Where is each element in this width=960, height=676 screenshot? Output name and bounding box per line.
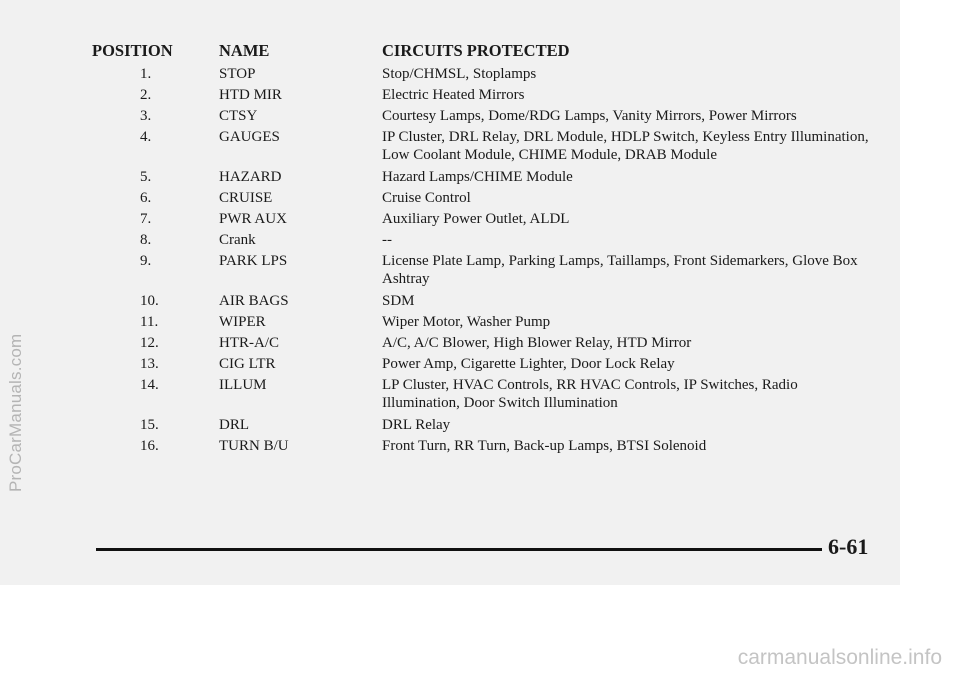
row-position: 4. — [140, 129, 152, 145]
row-circuits: -- — [382, 232, 392, 248]
row-position: 5. — [140, 169, 152, 185]
row-name: HAZARD — [219, 169, 282, 185]
row-circuits: Courtesy Lamps, Dome/RDG Lamps, Vanity Mirrors, Power Mirrors — [382, 108, 797, 124]
row-circuits: License Plate Lamp, Parking Lamps, Taillamps, Front Sidemarkers, Glove Box Ashtray — [382, 253, 858, 287]
table-row — [92, 86, 872, 104]
table-row — [92, 107, 872, 125]
row-position: 9. — [140, 253, 152, 269]
footer-rule — [96, 548, 822, 551]
table-row — [92, 65, 872, 83]
row-position: 1. — [140, 66, 152, 82]
row-circuits: Front Turn, RR Turn, Back-up Lamps, BTSI Solenoid — [382, 438, 707, 454]
table-row — [92, 210, 872, 228]
row-circuits: SDM — [382, 293, 415, 309]
row-name: STOP — [219, 66, 256, 82]
row-circuits: LP Cluster, HVAC Controls, RR HVAC Controls, IP Switches, Radio Illumination, Door Switch Illumination — [382, 377, 798, 411]
row-name: WIPER — [219, 314, 266, 330]
row-circuits: Power Amp, Cigarette Lighter, Door Lock Relay — [382, 356, 675, 372]
row-name: AIR BAGS — [219, 293, 289, 309]
table-row — [92, 416, 872, 434]
row-name: HTD MIR — [219, 87, 282, 103]
row-position: 15. — [140, 417, 159, 433]
row-name: CIG LTR — [219, 356, 276, 372]
row-name: TURN B/U — [219, 438, 289, 454]
header-name: NAME — [219, 41, 270, 60]
table-header — [92, 40, 872, 62]
table-row — [92, 292, 872, 310]
row-position: 3. — [140, 108, 152, 124]
table-row — [92, 334, 872, 352]
row-name: HTR-A/C — [219, 335, 279, 351]
row-name: DRL — [219, 417, 249, 433]
table-row — [92, 189, 872, 207]
table-row — [92, 437, 872, 455]
row-position: 7. — [140, 211, 152, 227]
row-position: 13. — [140, 356, 159, 372]
row-circuits: Cruise Control — [382, 190, 471, 206]
row-circuits: IP Cluster, DRL Relay, DRL Module, HDLP Switch, Keyless Entry Illumination, Low Coolant Module, CHIME Module, DRAB Module — [382, 129, 869, 163]
row-name: GAUGES — [219, 129, 280, 145]
row-position: 11. — [140, 314, 159, 330]
table-row — [92, 313, 872, 331]
row-name: Crank — [219, 232, 256, 248]
row-name: ILLUM — [219, 377, 267, 393]
row-circuits: Wiper Motor, Washer Pump — [382, 314, 551, 330]
table-row — [92, 231, 872, 249]
row-position: 12. — [140, 335, 159, 351]
row-circuits: Stop/CHMSL, Stoplamps — [382, 66, 537, 82]
row-circuits: Electric Heated Mirrors — [382, 87, 525, 103]
row-position: 10. — [140, 293, 159, 309]
header-circuits: CIRCUITS PROTECTED — [382, 41, 570, 60]
row-position: 6. — [140, 190, 152, 206]
row-name: PARK LPS — [219, 253, 288, 269]
row-position: 2. — [140, 87, 152, 103]
page-number: 6-61 — [828, 534, 869, 559]
table-body — [92, 65, 872, 455]
table-row — [92, 355, 872, 373]
row-position: 14. — [140, 377, 159, 393]
table-row — [92, 252, 872, 288]
bottom-watermark: carmanualsonline.info — [737, 646, 942, 669]
row-name: PWR AUX — [219, 211, 287, 227]
row-circuits: DRL Relay — [382, 417, 451, 433]
table-row — [92, 376, 872, 412]
row-circuits: A/C, A/C Blower, High Blower Relay, HTD Mirror — [382, 335, 692, 351]
table-row — [92, 168, 872, 186]
row-position: 16. — [140, 438, 159, 454]
row-circuits: Hazard Lamps/CHIME Module — [382, 169, 573, 185]
fuse-table — [92, 40, 872, 455]
row-name: CRUISE — [219, 190, 273, 206]
row-circuits: Auxiliary Power Outlet, ALDL — [382, 211, 570, 227]
row-name: CTSY — [219, 108, 258, 124]
row-position: 8. — [140, 232, 152, 248]
header-position: POSITION — [92, 41, 173, 60]
side-watermark: ProCarManuals.com — [6, 333, 25, 492]
table-row — [92, 128, 872, 164]
